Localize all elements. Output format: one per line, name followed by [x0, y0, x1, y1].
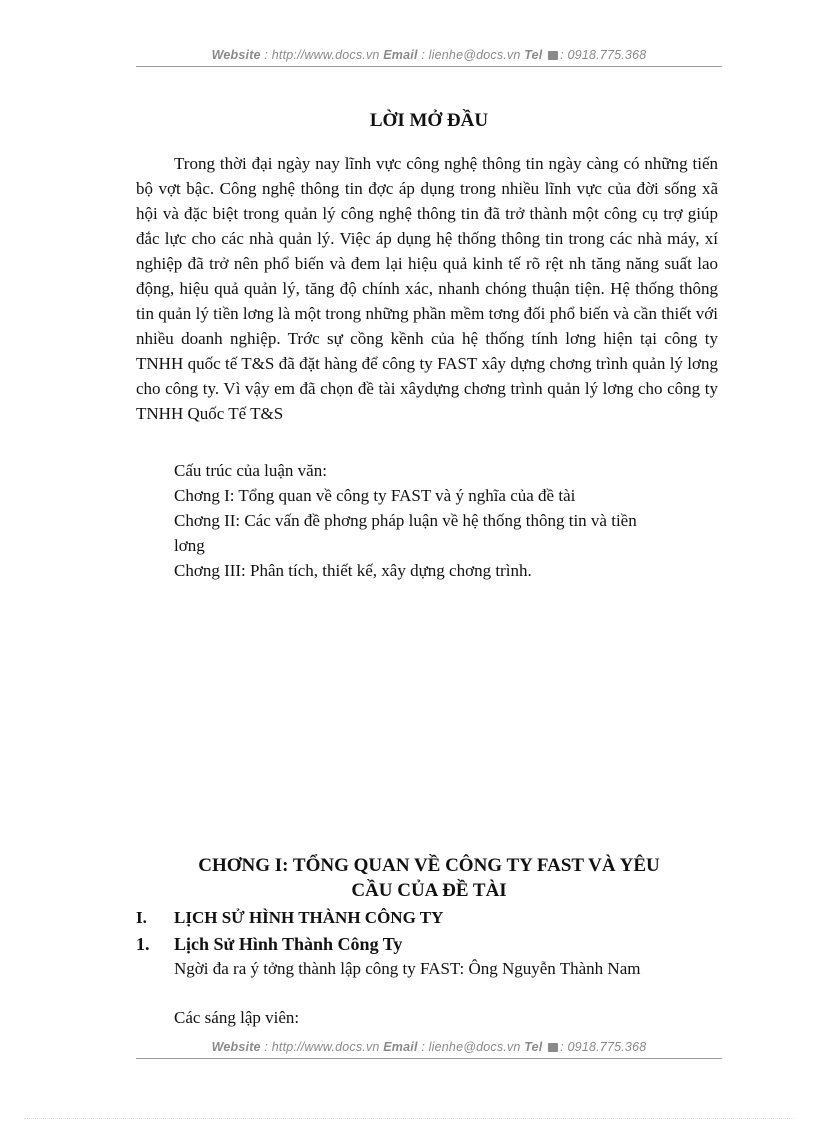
phone-icon: [548, 51, 558, 60]
footer-divider: [136, 1058, 722, 1059]
header-email-label: Email: [383, 48, 418, 62]
subsection-title: Lịch Sử Hình Thành Công Ty: [174, 934, 403, 954]
footer-tel-value: : 0918.775.368: [560, 1040, 647, 1054]
section-title: LỊCH SỬ HÌNH THÀNH CÔNG TY: [174, 908, 444, 927]
preface-paragraph: Trong thời đại ngày nay lĩnh vực công nghệ thông tin ngày càng có những tiến bộ vợt bậc. Công nghệ thông tin đợc áp dụng trong nhiều lĩnh vực của đời sống xã hội và đặc biệt trong quản lý công nghệ thông tin đã trở thành một công cụ trợ giúp đắc lực cho các nhà quản lý. Việc áp dụng hệ thống thông tin trong các nhà máy, xí nghiệp đã trở nên phổ biến và đem lại hiệu quả kinh tế rõ rệt nh tăng năng suất lao động, hiệu quả quản lý, tăng độ chính xác, nhanh chóng thuận tiện. Hệ thống thông tin quản lý tiền lơng là một trong những phần mềm tơng đối phổ biến và cần thiết với nhiều doanh nghiệp. Trớc sự cồng kềnh của hệ thống tính lơng hiện tại công ty TNHH quốc tế T&S đã đặt hàng để công ty FAST xây dựng chơng trình quản lý lơng cho công ty. Vì vậy em đã chọn đề tài xâydựng chơng trình quản lý lơng cho công ty TNHH Quốc Tế T&S: [136, 154, 718, 423]
footer-website-label: Website: [211, 1040, 261, 1054]
founders-label: Các sáng lập viên:: [174, 1008, 300, 1027]
structure-label: Cấu trúc của luận văn:: [174, 461, 327, 480]
chapter-item-continuation: lơng: [174, 536, 205, 555]
chapter-heading: [136, 853, 722, 903]
phone-icon: [548, 1043, 558, 1052]
page-edge-divider: [24, 1118, 794, 1119]
chapter-item-text: Chơng II: Các vấn đề phơng pháp luận về hệ thống thông tin và tiền: [174, 511, 637, 530]
header-divider: [136, 66, 722, 67]
page-header: [136, 48, 722, 62]
page-footer: [136, 1040, 722, 1054]
chapter-item-text: Chơng I: Tổng quan về công ty FAST và ý nghĩa của đề tài: [174, 486, 576, 505]
subsection-number: 1.: [136, 934, 150, 954]
footer-email-label: Email: [383, 1040, 418, 1054]
header-website-link[interactable]: : http://www.docs.vn: [264, 48, 380, 62]
subsection-heading: [136, 934, 402, 955]
footer-tel-label: Tel: [524, 1040, 543, 1054]
founder-paragraph: Ngời đa ra ý tởng thành lập công ty FAST: Ông Nguyễn Thành Nam: [174, 959, 641, 978]
chapter-list-item: [174, 483, 720, 508]
chapter-heading-line2: CẦU CỦA ĐỀ TÀI: [351, 880, 507, 901]
section-number: I.: [136, 908, 147, 927]
footer-email-link[interactable]: : lienhe@docs.vn: [421, 1040, 521, 1054]
header-tel-value: : 0918.775.368: [560, 48, 647, 62]
chapter-heading-line1: CHƠNG I: TỔNG QUAN VỀ CÔNG TY FAST VÀ YÊU: [198, 855, 660, 876]
footer-website-link[interactable]: : http://www.docs.vn: [264, 1040, 380, 1054]
chapter-list-item: [174, 558, 720, 583]
header-email-link[interactable]: : lienhe@docs.vn: [421, 48, 521, 62]
header-tel-label: Tel: [524, 48, 543, 62]
header-website-label: Website: [211, 48, 261, 62]
chapter-list-item: [174, 508, 720, 558]
chapter-item-text: Chơng III: Phân tích, thiết kế, xây dựng chơng trình.: [174, 561, 532, 580]
preface-title: LỜI MỞ ĐẦU: [369, 110, 489, 131]
section-heading: [136, 908, 443, 928]
